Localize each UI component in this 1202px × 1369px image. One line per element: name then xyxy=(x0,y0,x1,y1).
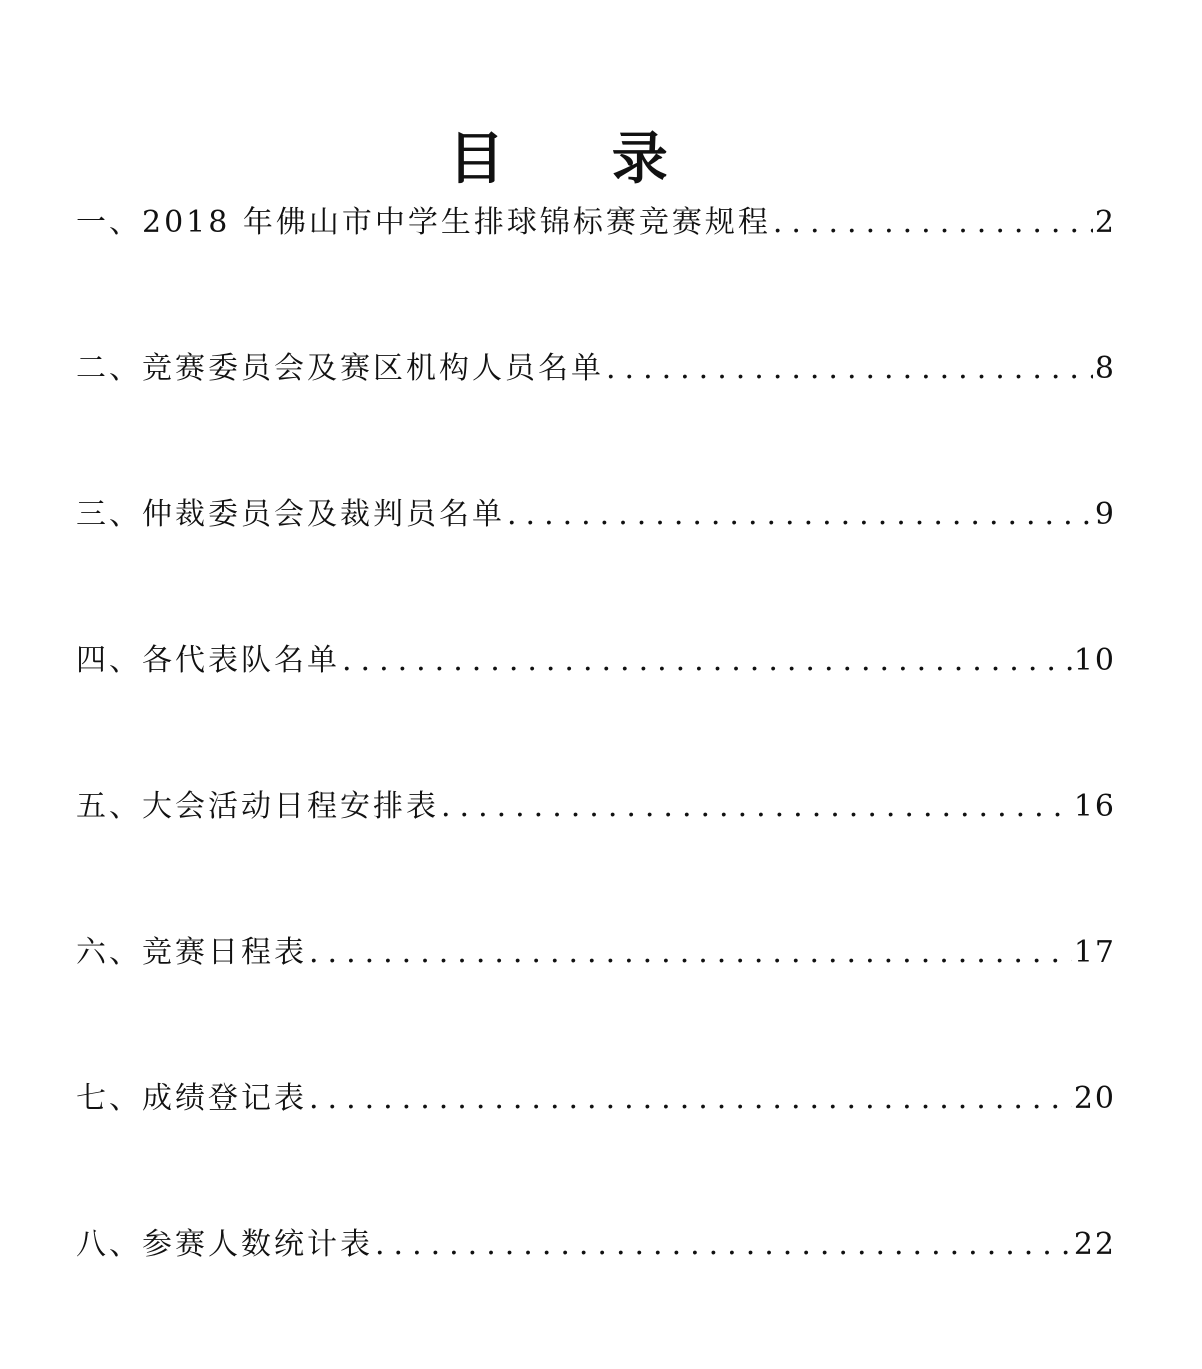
page-title: 目 录 xyxy=(448,126,712,192)
toc-page-number: 16 xyxy=(1073,789,1116,824)
toc-page-number: 20 xyxy=(1073,1081,1116,1116)
toc-entry-label: 八、参赛人数统计表 xyxy=(76,1227,373,1262)
toc-page-number: 22 xyxy=(1073,1227,1116,1262)
toc-dot-leader xyxy=(441,772,1072,842)
toc-entry[interactable] xyxy=(76,918,1116,1064)
toc-list xyxy=(76,188,1116,1356)
toc-entry[interactable] xyxy=(76,480,1116,626)
toc-entry[interactable] xyxy=(76,1210,1116,1356)
toc-entry-label: 二、竞赛委员会及赛区机构人员名单 xyxy=(76,351,604,386)
toc-entry-label: 七、成绩登记表 xyxy=(76,1081,307,1116)
toc-entry-label: 五、大会活动日程安排表 xyxy=(76,789,439,824)
toc-page-number: 10 xyxy=(1073,643,1116,678)
toc-entry[interactable] xyxy=(76,334,1116,480)
toc-entry[interactable] xyxy=(76,188,1116,334)
toc-dot-leader xyxy=(606,334,1093,404)
toc-dot-leader xyxy=(309,1064,1072,1134)
toc-page-number: 17 xyxy=(1073,935,1116,970)
toc-dot-leader xyxy=(309,918,1072,988)
toc-page-number: 8 xyxy=(1094,351,1116,386)
toc-dot-leader xyxy=(375,1210,1072,1280)
toc-entry[interactable] xyxy=(76,1064,1116,1210)
toc-page-number: 2 xyxy=(1094,205,1116,240)
toc-entry-label: 四、各代表队名单 xyxy=(76,643,340,678)
toc-entry-label: 一、2018 年佛山市中学生排球锦标赛竞赛规程 xyxy=(76,205,771,240)
toc-entry[interactable] xyxy=(76,626,1116,772)
toc-entry-label: 三、仲裁委员会及裁判员名单 xyxy=(76,497,505,532)
toc-dot-leader xyxy=(507,480,1093,550)
toc-dot-leader xyxy=(342,626,1072,696)
toc-entry-label: 六、竞赛日程表 xyxy=(76,935,307,970)
toc-entry[interactable] xyxy=(76,772,1116,918)
toc-page-number: 9 xyxy=(1094,497,1116,532)
toc-dot-leader xyxy=(773,188,1093,258)
